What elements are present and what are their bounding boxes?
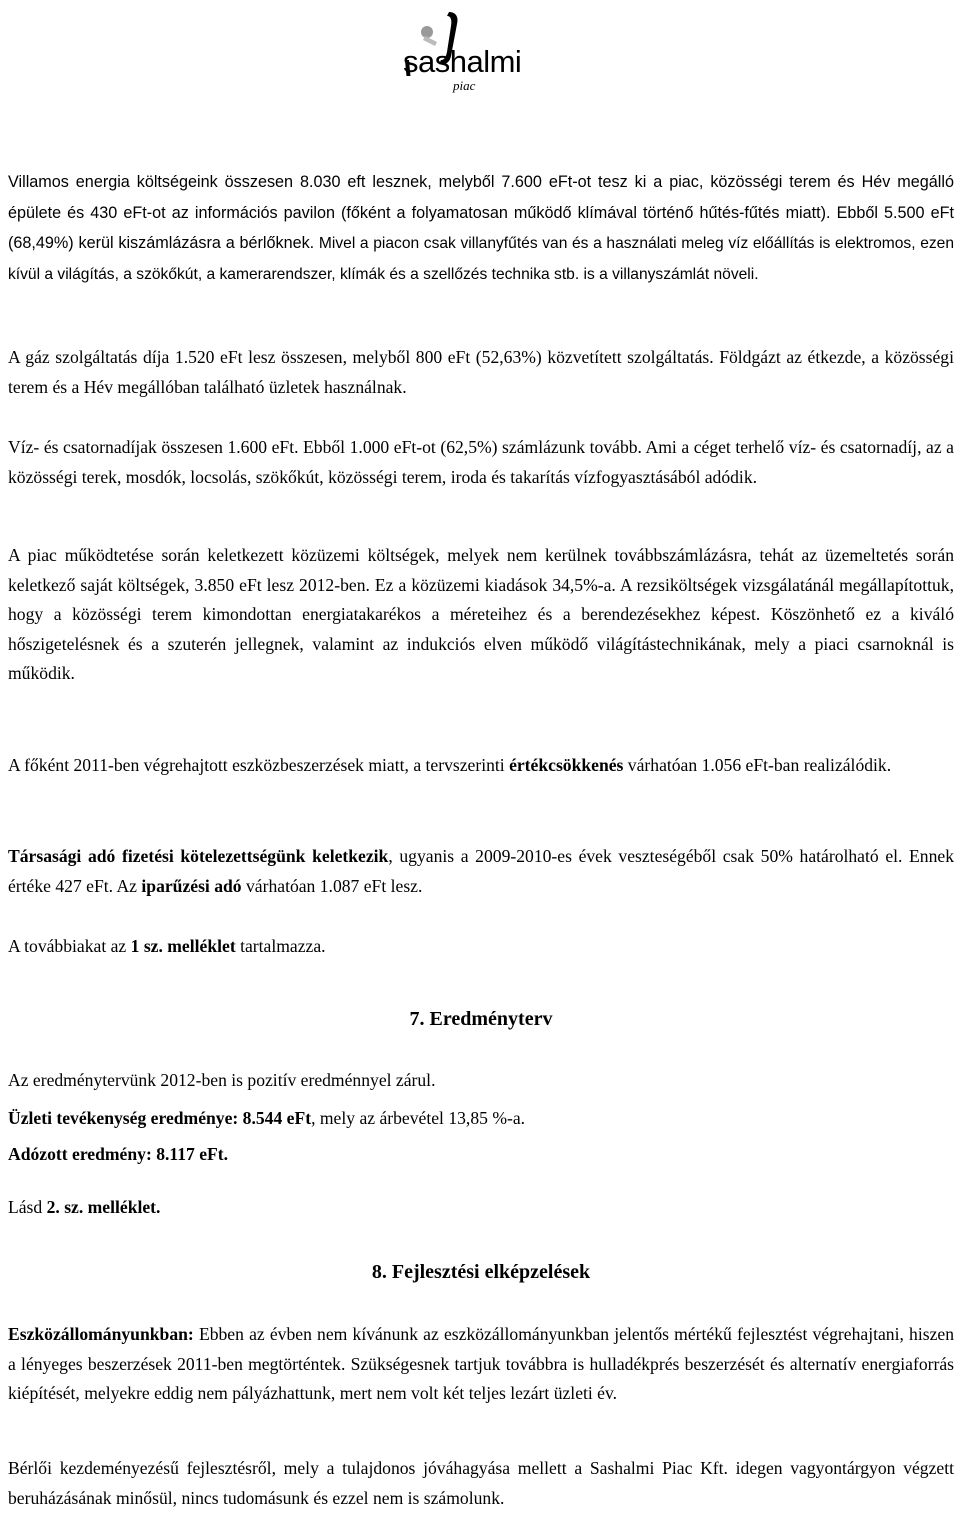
operating-result-text: , mely az árbevétel 13,85 %-a. [311,1108,526,1128]
appendix1-bold-2: melléklet [167,936,236,956]
paragraph-result-intro: Az eredménytervünk 2012-ben is pozitív eredménnyel zárul. [8,1070,436,1090]
appendix2-text: Lásd [8,1197,47,1217]
operating-result-bold: Üzleti tevékenység eredménye: 8.544 eFt [8,1108,312,1128]
paragraph-operating-result [8,1104,954,1134]
net-result-bold: Adózott eredmény: 8.117 eFt. [8,1144,229,1164]
section-heading-7: 7. Eredményterv [409,1008,553,1030]
depreciation-bold: értékcsökkenés [509,755,624,775]
tax-bold-2: iparűzési adó [141,875,242,896]
tax-text-b: várhatóan 1.087 eFt lesz. [241,875,423,896]
tax-bold-1: Társasági adó fizetési kötelezettségünk keletkezik [8,846,389,866]
paragraph-tenant-development: Bérlői kezdeményezésű fejlesztésről, mely a tulajdonos jóváhagyása mellett a Sashalmi Piac Kft. idegen vagyontárgyon végzett beruházásának minősül, nincs tudomásunk és ezzel nem is számolunk. [8,1458,954,1508]
paragraph-appendix-2 [8,1193,954,1223]
appendix1-text-b: tartalmazza. [235,936,326,956]
paragraph-gas: A gáz szolgáltatás díja 1.520 eFt lesz összesen, melyből 800 eFt (52,63%) közvetített szolgáltatás. Földgázt az étkezde, a közösségi terem és a Hév megállóban található üzletek használnak. [8,347,954,397]
paragraph-electricity [8,167,954,289]
paragraph-electricity-part1: Villamos energia költségeink összesen 8.030 eft lesznek, melyből 7.600 eFt-ot tesz ki a piac, közösségi terem és Hév megálló épülete és 430 eFt-ot az információs pavilon (főként a folyamatosan működő klímával történő hűtés-fűtés miatt). Ebből 5.500 eFt (68,49%) kerül kiszámlázásra a bérlőknek. [8,173,954,253]
paragraph-electricity-part2: Mivel a piacon csak villanyfűtés van és a használati meleg víz előállítás is elektromos, ezen kívül a világítás, a szökőkút, a kamerarendszer, klímák és a szellőzés technika stb. is a villanyszámlát növeli. [8,235,955,283]
depreciation-text-a: A főként 2011-ben végrehajtott eszközbeszerzések miatt, a tervszerinti [8,755,510,775]
appendix1-text-a: A továbbiakat az [8,936,131,956]
tax-text-a: , ugyanis a 2009-2010-es évek veszteségéből csak 50% határolható el. Ennek értéke 427 eFt. Az [8,846,954,896]
paragraph-assets [8,1320,954,1409]
depreciation-text-b: várhatóan 1.056 eFt-ban realizálódik. [623,755,892,775]
paragraph-utilities: A piac működtetése során keletkezett közüzemi költségek, melyek nem kerülnek továbbszámlázásra, tehát az üzemeltetés során keletkező saját költségek, 3.850 eFt lesz 2012-ben. Ez a közüzemi kiadások 34,5%-a. A rezsiköltségek vizsgálatánál megállapítottuk, hogy a közösségi terem kimondottan energiatakarékos a méreteihez és a berendezésekhez képest. Köszönhető ez a kiváló hőszigetelésnek és a szuterén jellegnek, valamint az indukciós elven működő világítástechnikának, mely a piaci csarnoknál is működik. [8,545,954,684]
logo-text: sashalmi [403,44,522,79]
appendix1-bold-1: 1 sz. [130,936,163,956]
paragraph-depreciation [8,751,954,781]
assets-bold: Eszközállományunkban: [8,1324,194,1344]
logo-subtext: piac [453,78,476,93]
paragraph-tax [8,842,954,901]
company-logo [385,6,595,100]
paragraph-water: Víz- és csatornadíjak összesen 1.600 eFt. Ebből 1.000 eFt-ot (62,5%) számlázunk tovább. Ami a céget terhelő víz- és csatornadíj, az a közösségi terek, mosdók, locsolás, szökőkút, közösségi terem, iroda és takarítás vízfogyasztásából adódik. [8,437,954,487]
assets-text: Ebben az évben nem kívánunk az eszközállományunkban jelentős mértékű fejlesztést végrehajtani, hiszen a lényeges beszerzések 2011-ben megtörténtek. Szükségesnek tartjuk továbbra is hulladékprés beszerzését és alternatív energiaforrás kiépítését, melyekre eddig nem pályázhattunk, mert nem volt két teljes lezárt üzleti év. [8,1324,954,1404]
section-heading-8: 8. Fejlesztési elképzelések [371,1261,591,1283]
paragraph-net-result [8,1140,954,1170]
appendix2-bold: 2. sz. melléklet. [46,1197,161,1217]
paragraph-appendix-1 [8,932,954,962]
